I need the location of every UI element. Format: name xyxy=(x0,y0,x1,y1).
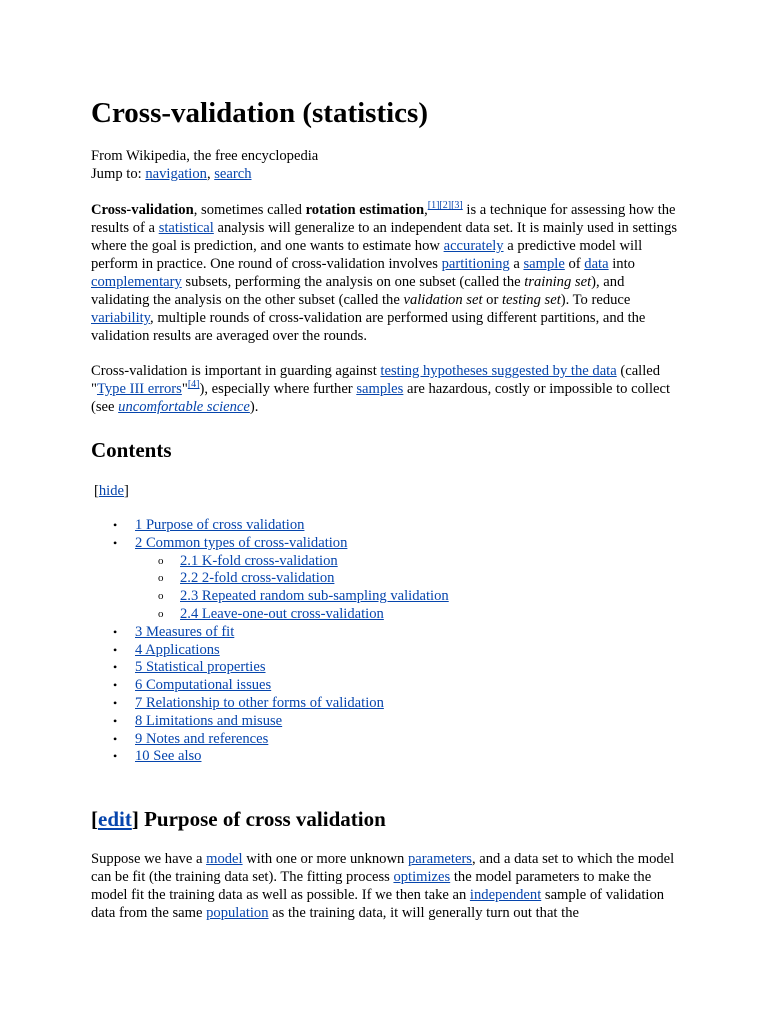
toc-link-k-fold[interactable]: 2.1 K-fold cross-validation xyxy=(180,552,338,569)
circle-bullet-icon: o xyxy=(158,554,164,567)
circle-bullet-icon: o xyxy=(158,572,164,585)
intro-paragraph: Cross-validation, sometimes called rotation estimation,[1][2][3] is a technique for assessing how the results of a statistical analysis will generalize to an independent data set. It is mainly used in settings where the goal is prediction, and one wants to estimate how accurately a predictive model will perform in practice. One round of cross-validation involves partitioning a sample of data into complementary subsets, performing the analysis on one subset (called the training set), and validating the analysis on the other subset (called the validation set or testing set). To reduce variability, multiple rounds of cross-validation are performed using different partitions, and the validation results are averaged over the rounds. xyxy=(91,200,678,344)
bullet-icon: • xyxy=(113,624,118,639)
bullet-icon: • xyxy=(113,535,118,550)
link-data[interactable]: data xyxy=(584,256,609,272)
toc-item xyxy=(91,748,449,766)
link-testing-hypotheses[interactable]: testing hypotheses suggested by the data xyxy=(380,363,617,379)
link-samples[interactable]: samples xyxy=(356,381,404,397)
purpose-paragraph: Suppose we have a model with one or more unknown parameters, and a data set to which the model can be fit (the training data set). The fitting process optimizes the model parameters to make the model fit the training data as well as possible. If we then take an independent sample of validation data from the same population as the training data, it will generally turn out that the xyxy=(91,851,675,921)
table-of-contents xyxy=(91,517,449,766)
toc-link-measures-of-fit[interactable]: 3 Measures of fit xyxy=(135,623,235,640)
bullet-icon: • xyxy=(113,518,118,532)
reference-4[interactable]: [4] xyxy=(187,379,200,391)
toc-link-2-fold[interactable]: 2.2 2-fold cross-validation xyxy=(180,570,335,587)
toc-item xyxy=(91,659,449,677)
bullet-icon: • xyxy=(113,749,118,764)
link-partitioning[interactable]: partitioning xyxy=(441,256,510,272)
bullet-icon: • xyxy=(113,678,118,693)
toc-item xyxy=(91,553,449,571)
jump-links: Jump to: navigation, search xyxy=(91,166,252,182)
toc-item xyxy=(91,588,449,606)
link-accurately[interactable]: accurately xyxy=(443,238,504,254)
link-population[interactable]: population xyxy=(206,905,269,921)
reference-3[interactable]: [3] xyxy=(451,200,463,212)
link-independent[interactable]: independent xyxy=(469,887,542,903)
toc-link-see-also[interactable]: 10 See also xyxy=(135,748,202,765)
site-sub: From Wikipedia, the free encyclopedia xyxy=(91,148,319,164)
toc-item xyxy=(91,677,449,695)
link-model[interactable]: model xyxy=(206,851,243,867)
toc-link-common-types[interactable]: 2 Common types of cross-validation xyxy=(135,534,348,551)
bullet-icon: • xyxy=(113,731,118,746)
link-type-iii-errors[interactable]: Type III errors xyxy=(96,381,182,397)
article-subtitle xyxy=(91,147,681,183)
bullet-icon: • xyxy=(113,642,118,657)
toc-item xyxy=(91,731,449,749)
toc-item xyxy=(91,606,449,624)
link-optimizes[interactable]: optimizes xyxy=(393,869,451,885)
toc-item xyxy=(91,535,449,553)
jump-search-link[interactable]: search xyxy=(214,166,252,182)
circle-bullet-icon: o xyxy=(158,590,164,603)
section-heading-purpose: [edit] Purpose of cross validation xyxy=(91,807,386,831)
toc-link-repeated-random[interactable]: 2.3 Repeated random sub-sampling validation xyxy=(180,588,449,605)
toc-toggle: [hide] xyxy=(94,483,129,499)
toc-hide-link[interactable]: hide xyxy=(98,483,125,499)
reference-1: [1][2][3] xyxy=(427,200,463,212)
jump-navigation-link[interactable]: navigation xyxy=(145,166,207,182)
toc-item xyxy=(91,713,449,731)
link-parameters[interactable]: parameters xyxy=(407,851,472,867)
toc-link-computational-issues[interactable]: 6 Computational issues xyxy=(135,677,272,694)
toc-item xyxy=(91,517,449,535)
toc-item xyxy=(91,642,449,660)
circle-bullet-icon: o xyxy=(158,607,164,620)
toc-link-notes-references[interactable]: 9 Notes and references xyxy=(135,730,269,747)
link-variability[interactable]: variability xyxy=(91,310,151,326)
link-complementary[interactable]: complementary xyxy=(91,274,182,290)
toc-link-purpose[interactable]: 1 Purpose of cross validation xyxy=(135,517,305,533)
page-title: Cross-validation (statistics) xyxy=(91,97,428,129)
toc-link-statistical-properties[interactable]: 5 Statistical properties xyxy=(135,659,266,676)
edit-section-link[interactable]: edit xyxy=(98,807,132,831)
toc-link-applications[interactable]: 4 Applications xyxy=(135,641,220,658)
link-sample[interactable]: sample xyxy=(523,256,565,272)
contents-heading: Contents xyxy=(91,438,172,462)
toc-item xyxy=(91,695,449,713)
bullet-icon: • xyxy=(113,713,118,728)
toc-item xyxy=(91,624,449,642)
bullet-icon: • xyxy=(113,660,118,675)
link-uncomfortable-science[interactable]: uncomfortable science xyxy=(118,399,250,415)
second-paragraph: Cross-validation is important in guarding against testing hypotheses suggested by the data (called "Type III errors"[4]), especially where further samples are hazardous, costly or impossible to collect (see uncomfortable science). xyxy=(91,363,671,415)
link-statistical[interactable]: statistical xyxy=(158,220,214,236)
bullet-icon: • xyxy=(113,695,118,710)
reference-2[interactable]: [2] xyxy=(439,200,452,212)
toc-link-relationship[interactable]: 7 Relationship to other forms of validation xyxy=(135,694,384,711)
toc-item xyxy=(91,570,449,588)
toc-link-limitations[interactable]: 8 Limitations and misuse xyxy=(135,712,283,729)
toc-link-leave-one-out[interactable]: 2.4 Leave-one-out cross-validation xyxy=(180,605,384,622)
